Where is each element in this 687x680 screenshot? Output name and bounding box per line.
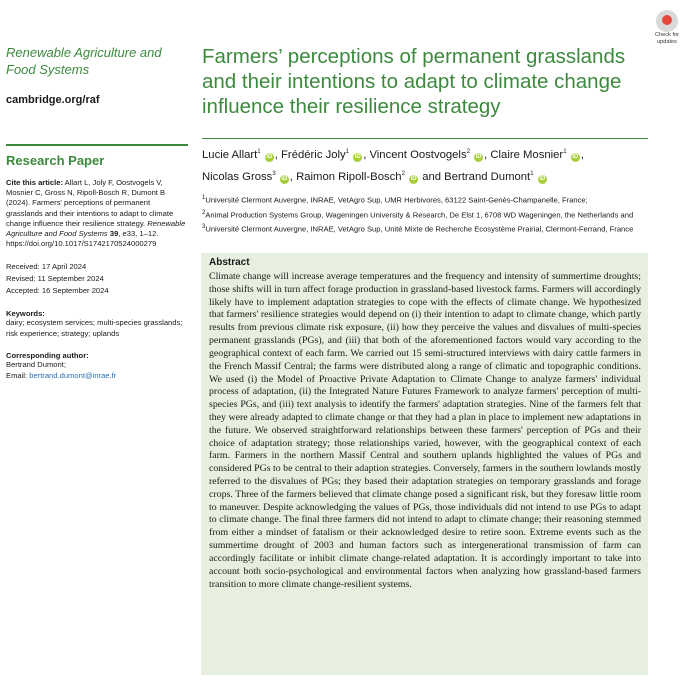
orcid-icon[interactable]: iD [266, 153, 273, 160]
email-link[interactable]: bertrand.dumont@inrae.fr [29, 370, 117, 380]
corresponding-email-line [6, 371, 188, 381]
abstract-box [201, 253, 648, 675]
date-revised: Revised: 11 September 2024 [6, 274, 104, 284]
citation-doi[interactable]: , e33, 1–12. https://doi.org/10.1017/S1742170524000279 [6, 229, 159, 249]
orcid-icon[interactable]: iD [281, 175, 288, 182]
author-name[interactable]: and Bertrand Dumont [422, 170, 531, 183]
author-list: Lucie Allart$^1$ iD , Frédéric Joly$^1$ iD , Vincent Oostvogels$^2$ iD , Claire Mosnier$^1$ iD , Nicolas Gross$^3$ iD , Raimon Ripoll-Bosch$^2$ iD and Bertrand Dumont$^1$ iD [202, 148, 584, 183]
sidebar [6, 44, 188, 381]
journal-name: Renewable Agriculture and Food Systems [6, 45, 162, 77]
affiliation-2: Animal Production Systems Group, Wageningen University & Research, De Elst 1, 6708 WD Wageningen, the Netherlands and [205, 210, 634, 220]
citation-label: Cite this article: [6, 178, 63, 187]
corresponding-name: Bertrand Dumont; [6, 360, 66, 370]
journal-site-link[interactable]: cambridge.org/raf [6, 94, 100, 106]
email-label: Email: [6, 370, 30, 380]
title-divider [202, 138, 648, 139]
author-name[interactable]: Claire Mosnier [490, 148, 564, 161]
keywords-text: dairy; ecosystem services; multi-species grasslands; risk experience; strategy; uplands [6, 318, 183, 338]
author-affil-sup: 1 [345, 149, 350, 155]
crossmark-dot [662, 15, 672, 25]
affil-sup: 3 [202, 224, 206, 231]
author-affil-sup: 1 [530, 170, 534, 177]
dates-block [6, 261, 188, 297]
affil-sup: 2 [202, 209, 206, 216]
author-affil-sup: 2 [401, 170, 405, 177]
crossmark-icon [656, 10, 678, 32]
affiliation-1: Université Clermont Auvergne, INRAE, VetAgro Sup, UMR Herbivores, 63122 Saint-Genès-Champanelle, France; [205, 195, 588, 205]
corresponding-heading: Corresponding author: [6, 351, 89, 361]
citation-volume: 39 [109, 229, 119, 239]
citation-authors: Allart L, Joly F, Oostvogels V, Mosnier C, Gross N, Ripoll-Bosch R, Dumont B (2024). Farmers' perceptions of permanent grasslands and their intentions to adapt to climate change influence their resilience strategy. [6, 178, 174, 228]
check-for-updates-label: Check for updates [655, 32, 679, 45]
article-type: Research Paper [6, 144, 188, 168]
article-title: Farmers’ perceptions of permanent grasslands and their intentions to adapt to climate change influence their resilience strategy [202, 45, 626, 118]
author-affil-sup: 1 [563, 149, 567, 155]
citation-journal: Renewable Agriculture and Food Systems [6, 218, 186, 239]
keywords-heading: Keywords: [6, 309, 45, 319]
author-name[interactable]: Nicolas Gross [202, 170, 273, 183]
author-affil-sup: 3 [272, 170, 276, 177]
date-received: Received: 17 April 2024 [6, 262, 87, 272]
orcid-icon[interactable]: iD [539, 175, 546, 182]
author-affil-sup: 1 [257, 149, 261, 155]
author-affil-sup: 2 [466, 149, 470, 155]
abstract-heading: Abstract [209, 257, 250, 268]
affiliation-3: Université Clermont Auvergne, INRAE, VetAgro Sup, Unité Mixte de Recherche Ecosystème Prairial, Clermont-Ferrand, France [205, 225, 634, 234]
author-name[interactable]: Frédéric Joly [281, 148, 346, 161]
affil-sup: 1 [202, 195, 206, 201]
orcid-icon[interactable]: iD [354, 153, 361, 160]
author-name[interactable]: Raimon Ripoll-Bosch [296, 170, 402, 183]
orcid-icon[interactable]: iD [572, 153, 579, 160]
orcid-icon[interactable]: iD [410, 175, 417, 182]
author-name[interactable]: Vincent Oostvogels [369, 148, 467, 161]
date-accepted: Accepted: 16 September 2024 [6, 286, 109, 296]
affiliations [202, 192, 652, 236]
author-name[interactable]: Lucie Allart [202, 148, 258, 161]
orcid-icon[interactable]: iD [475, 153, 482, 160]
abstract-text: Climate change will increase average temperatures and the frequency and intensity of summertime droughts; those shifts will in turn affect forage production in grassland-based livestock farms. Farmers will accordingly likely have to implement adaptation strategies to cope with the effects of climate change. We hypothesized that farmers' resilience strategies would depend on (i) their intention to adapt to climate change, which partly results from previous climate risk exposure, (ii) how they perceive the values and disvalues of multi-species permanent grasslands (PGs), and (iii) that both of the aforementioned factors would vary according to the geographical context of each farm. We carried out 15 semi-structured interviews with dairy cattle farmers in the French Massif Central; the farms were distributed along a range of climatic and topographic conditions. We used (i) the Model of Proactive Private Adaptation to Climate Change to analyze farmers' individual process of adaptation, (ii) the Integrated Nature Futures Framework to analyze farmers' perception of multi-species PGs, and (iii) text analysis to identify the farmers' adaptation strategies. Nine of the farmers felt that they were already adapted to climate change or that they had a plan in place to implement new adaptations in the future. We observed straightforward relationships between these farmers' perception of PGs and their choice of adaptation strategy; those relationships varied, however, with the geographical context of each farm. Farmers in the northern Massif Central and southern uplands highlighted the values of PGs and considered PGs to be central to their adaption strategies. Conversely, farmers in the southern lowlands mostly referred to the disvalues of PGs; they based their adaptation strategies on temporary grasslands and forage crops. Three of the farmers believed that climate change posed a significant risk, but they foresaw little room to maneuver. Despite acknowledging the values of PGs, those individuals did not intend to use PGs to adapt to climate change. The final three farmers did not intend to adapt to climate change; their reasoning stemmed from either a mindset of fatalism or their acknowledged desire to retire soon. Extreme events such as the summertime drought of 2003 and human factors such as intergenerational transmission of farm can accordingly facilitate or inhibit climate change-related adaptation. It is accordingly important to take into account both socio-psychological and environmental factors when analyzing how grassland-based farmers transition to more climate change-resilient systems. [209, 271, 641, 590]
citation-block [6, 178, 188, 249]
